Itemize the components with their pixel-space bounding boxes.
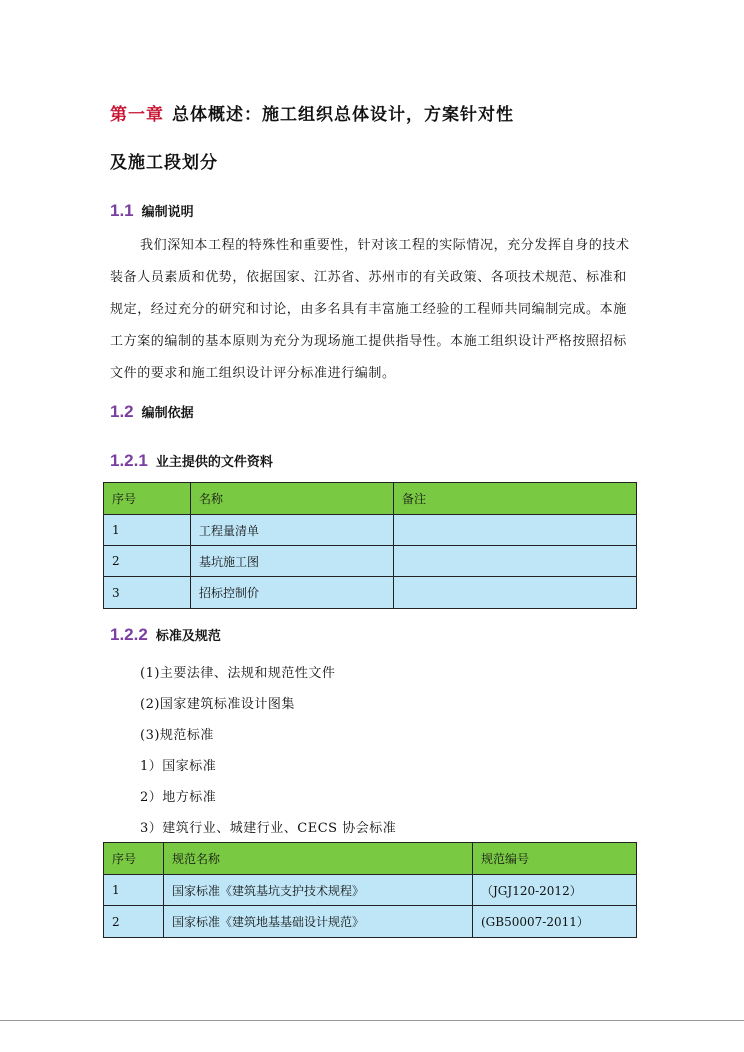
table-cell: 招标控制价 — [191, 577, 394, 609]
table-cell: 2 — [104, 546, 191, 577]
header-cell: 备注 — [394, 483, 637, 515]
table-cell: 3 — [104, 577, 191, 609]
section-title: 编制说明 — [141, 205, 194, 220]
documents-table — [103, 482, 637, 609]
standards-table — [103, 842, 637, 938]
table-cell: 工程量清单 — [191, 515, 394, 546]
table-cell: (GB50007-2011） — [473, 906, 637, 938]
table-cell: 1 — [104, 515, 191, 546]
chapter-title-line2: 及施工段划分 — [110, 153, 218, 173]
section-number: 1.2.2 — [110, 625, 148, 644]
section-number: 1.2.1 — [110, 451, 148, 470]
section-title: 编制依据 — [141, 406, 194, 421]
header-cell: 规范编号 — [473, 843, 637, 875]
section-1-2-heading — [110, 402, 194, 422]
section-1-1-heading — [110, 201, 194, 221]
list-item: (2)国家建筑标准设计图集 — [140, 697, 295, 712]
list-item: (1)主要法律、法规和规范性文件 — [140, 666, 336, 681]
section-number: 1.2 — [110, 402, 134, 421]
table-cell: （JGJ120-2012） — [473, 875, 637, 906]
chapter-title-line1: 总体概述：施工组织总体设计，方案针对性 — [172, 105, 514, 125]
chapter-heading — [110, 100, 514, 125]
table-cell: 1 — [104, 875, 164, 906]
table-cell: 基坑施工图 — [191, 546, 394, 577]
table-cell: 国家标准《建筑地基基础设计规范》 — [164, 906, 473, 938]
table-row — [104, 906, 637, 938]
table-cell: 国家标准《建筑基坑支护技术规程》 — [164, 875, 473, 906]
header-cell: 序号 — [104, 843, 164, 875]
list-item: (3)规范标准 — [140, 728, 214, 743]
table-row — [104, 546, 637, 577]
table-row — [104, 515, 637, 546]
list-item: 1）国家标准 — [140, 759, 217, 774]
section-number: 1.1 — [110, 201, 134, 220]
table-header-row — [104, 483, 637, 515]
section-title: 标准及规范 — [155, 629, 221, 644]
table-cell — [394, 515, 637, 546]
body-paragraph: 我们深知本工程的特殊性和重要性，针对该工程的实际情况，充分发挥自身的技术装备人员素质和优势，依据国家、江苏省、苏州市的有关政策、各项技术规范、标准和规定，经过充分的研究和讨论，由多名具有丰富施工经验的工程师共同编制完成。本施工方案的编制的基本原则为充分为现场施工提供指导性。本施工组织设计严格按照招标文件的要求和施工组织设计评分标准进行编制。 — [110, 238, 630, 381]
table-header-row — [104, 843, 637, 875]
header-cell: 规范名称 — [164, 843, 473, 875]
header-cell: 序号 — [104, 483, 191, 515]
section-1-2-2-heading — [110, 625, 221, 645]
table-cell — [394, 577, 637, 609]
page-divider — [0, 1020, 744, 1021]
table-cell: 2 — [104, 906, 164, 938]
chapter-number: 第一章 — [110, 105, 164, 125]
table-row — [104, 577, 637, 609]
section-1-2-1-heading — [110, 451, 273, 471]
header-cell: 名称 — [191, 483, 394, 515]
table-cell — [394, 546, 637, 577]
list-item: 3）建筑行业、城建行业、CECS 协会标准 — [140, 821, 397, 836]
table-row — [104, 875, 637, 906]
section-title: 业主提供的文件资料 — [155, 455, 273, 470]
list-item: 2）地方标准 — [140, 790, 217, 805]
